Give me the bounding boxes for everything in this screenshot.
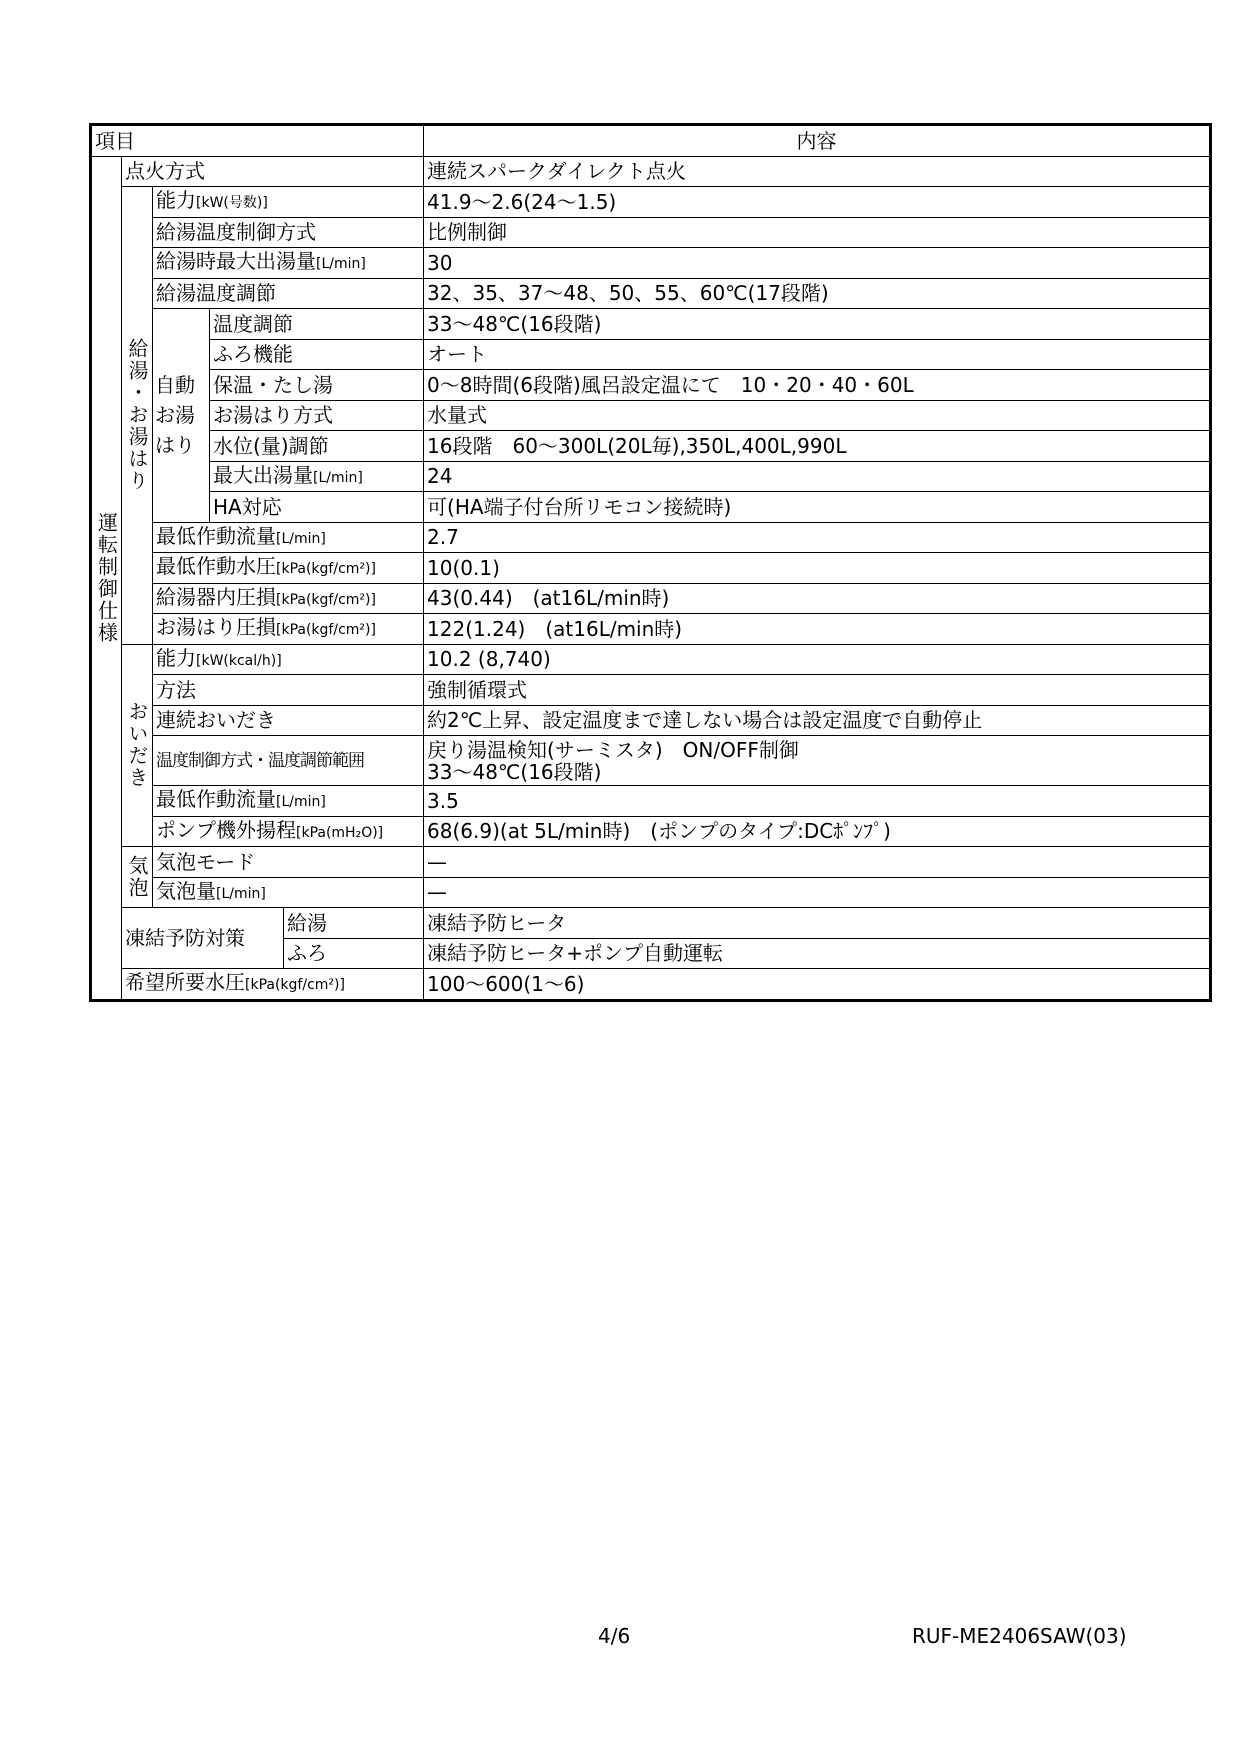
table-row	[91, 614, 1211, 645]
row-label	[122, 969, 424, 1001]
row-value: 凍結予防ヒータ	[424, 908, 1211, 939]
group-auto	[153, 309, 210, 523]
label-text: 気泡量	[156, 878, 216, 903]
table-row	[91, 583, 1211, 614]
row-label: 保温・たし湯	[210, 370, 424, 401]
label-text: 能力	[156, 645, 196, 670]
row-label: 気泡モード	[153, 847, 424, 878]
row-value: 10(0.1)	[424, 553, 1211, 584]
header-content: 内容	[424, 125, 1211, 157]
table-row	[91, 248, 1211, 279]
row-value: 33〜48℃(16段階)	[424, 309, 1211, 340]
spec-table	[89, 123, 1212, 1002]
row-label: 給湯温度調節	[153, 278, 424, 309]
row-value: 水量式	[424, 400, 1211, 431]
unit-text: [L/min]	[316, 256, 366, 273]
row-label	[153, 786, 424, 817]
header-row	[91, 125, 1211, 157]
header-item: 項目	[91, 125, 424, 157]
row-value	[424, 736, 1211, 786]
row-label: 温度調節	[210, 309, 424, 340]
row-label: 点火方式	[122, 156, 424, 187]
label-text: 最低作動流量	[156, 523, 276, 548]
row-value: 10.2 (8,740)	[424, 644, 1211, 675]
table-row	[91, 736, 1211, 786]
row-label	[153, 553, 424, 584]
value-line: 33〜48℃(16段階)	[427, 759, 602, 784]
table-row	[91, 705, 1211, 736]
row-label: HA対応	[210, 492, 424, 523]
table-row	[91, 400, 1211, 431]
row-label	[153, 644, 424, 675]
label-text: 給湯時最大出湯量	[156, 249, 316, 274]
row-label	[153, 877, 424, 908]
unit-text: [L/min]	[216, 885, 266, 902]
row-label	[153, 522, 424, 553]
group-auto-text: 自動お湯はり	[155, 373, 195, 458]
row-label: 給湯温度制御方式	[153, 217, 424, 248]
unit-text: [L/min]	[276, 530, 326, 547]
row-value: オート	[424, 339, 1211, 370]
table-row	[91, 309, 1211, 340]
row-value: 43(0.44) (at16L/min時)	[424, 583, 1211, 614]
table-row	[91, 877, 1211, 908]
table-row	[91, 553, 1211, 584]
table-row	[91, 461, 1211, 492]
unit-text: [L/min]	[276, 794, 326, 811]
table-row	[91, 969, 1211, 1001]
row-label: 方法	[153, 675, 424, 706]
table-row	[91, 187, 1211, 218]
table-row	[91, 644, 1211, 675]
label-text: ポンプ機外揚程	[156, 817, 296, 842]
group-bubble: 気泡	[122, 847, 153, 908]
label-text: 最大出湯量	[213, 462, 313, 487]
group-operation: 運転制御仕様	[91, 156, 122, 1000]
unit-text: [kPa(mH₂O)]	[296, 824, 384, 841]
row-label: ふろ	[284, 938, 424, 969]
row-value: 16段階 60〜300L(20L毎),350L,400L,990L	[424, 431, 1211, 462]
unit-text: [kW(号数)]	[196, 195, 268, 212]
table-row	[91, 816, 1211, 847]
row-value: 41.9〜2.6(24〜1.5)	[424, 187, 1211, 218]
table-row	[91, 786, 1211, 817]
label-text: 能力	[156, 188, 196, 213]
row-value: 100〜600(1〜6)	[424, 969, 1211, 1001]
row-value: 2.7	[424, 522, 1211, 553]
row-label: ふろ機能	[210, 339, 424, 370]
row-value: 68(6.9)(at 5L/min時) (ポンプのタイプ:DCﾎﾟﾝﾌﾟ)	[424, 816, 1211, 847]
table-row	[91, 156, 1211, 187]
row-value: 24	[424, 461, 1211, 492]
label-text: 希望所要水圧	[125, 970, 245, 995]
row-label	[153, 583, 424, 614]
label-text: お湯はり圧損	[156, 615, 276, 640]
row-value: —	[424, 847, 1211, 878]
row-value: 連続スパークダイレクト点火	[424, 156, 1211, 187]
table-row	[91, 370, 1211, 401]
row-value: 凍結予防ヒータ+ポンプ自動運転	[424, 938, 1211, 969]
row-value: 強制循環式	[424, 675, 1211, 706]
unit-text: [kPa(kgf/cm²)]	[276, 622, 376, 639]
document-code: RUF-ME2406SAW(03)	[912, 1624, 1127, 1648]
label-text: 最低作動流量	[156, 787, 276, 812]
row-value: —	[424, 877, 1211, 908]
row-label	[153, 614, 424, 645]
row-label: 温度制御方式・温度調節範囲	[153, 736, 424, 786]
row-value: 3.5	[424, 786, 1211, 817]
table-row	[91, 217, 1211, 248]
table-row	[91, 339, 1211, 370]
group-hotwater-bath: 給湯・お湯はり	[122, 187, 153, 645]
table-row	[91, 522, 1211, 553]
row-label: 連続おいだき	[153, 705, 424, 736]
row-label	[153, 248, 424, 279]
row-value: 比例制御	[424, 217, 1211, 248]
unit-text: [kPa(kgf/cm²)]	[276, 591, 376, 608]
row-value: 0〜8時間(6段階)風呂設定温にて 10・20・40・60L	[424, 370, 1211, 401]
row-label	[153, 816, 424, 847]
group-reheat: おいだき	[122, 644, 153, 847]
unit-text: [kPa(kgf/cm²)]	[276, 561, 376, 578]
page-number: 4/6	[598, 1624, 631, 1648]
table-row	[91, 675, 1211, 706]
row-label	[153, 187, 424, 218]
row-label	[210, 461, 424, 492]
table-row	[91, 278, 1211, 309]
unit-text: [kW(kcal/h)]	[196, 652, 282, 669]
label-text: 最低作動水圧	[156, 554, 276, 579]
row-value: 122(1.24) (at16L/min時)	[424, 614, 1211, 645]
row-label: 水位(量)調節	[210, 431, 424, 462]
row-label: お湯はり方式	[210, 400, 424, 431]
table-row	[91, 847, 1211, 878]
group-freeze: 凍結予防対策	[122, 908, 284, 969]
row-value: 30	[424, 248, 1211, 279]
table-row	[91, 492, 1211, 523]
row-value: 32、35、37〜48、50、55、60℃(17段階)	[424, 278, 1211, 309]
unit-text: [kPa(kgf/cm²)]	[245, 977, 345, 994]
table-row	[91, 908, 1211, 939]
label-text: 給湯器内圧損	[156, 584, 276, 609]
value-line: 戻り湯温検知(サーミスタ) ON/OFF制御	[427, 737, 799, 762]
table-row	[91, 431, 1211, 462]
row-label: 給湯	[284, 908, 424, 939]
row-value: 可(HA端子付台所リモコン接続時)	[424, 492, 1211, 523]
row-value: 約2℃上昇、設定温度まで達しない場合は設定温度で自動停止	[424, 705, 1211, 736]
unit-text: [L/min]	[313, 469, 363, 486]
